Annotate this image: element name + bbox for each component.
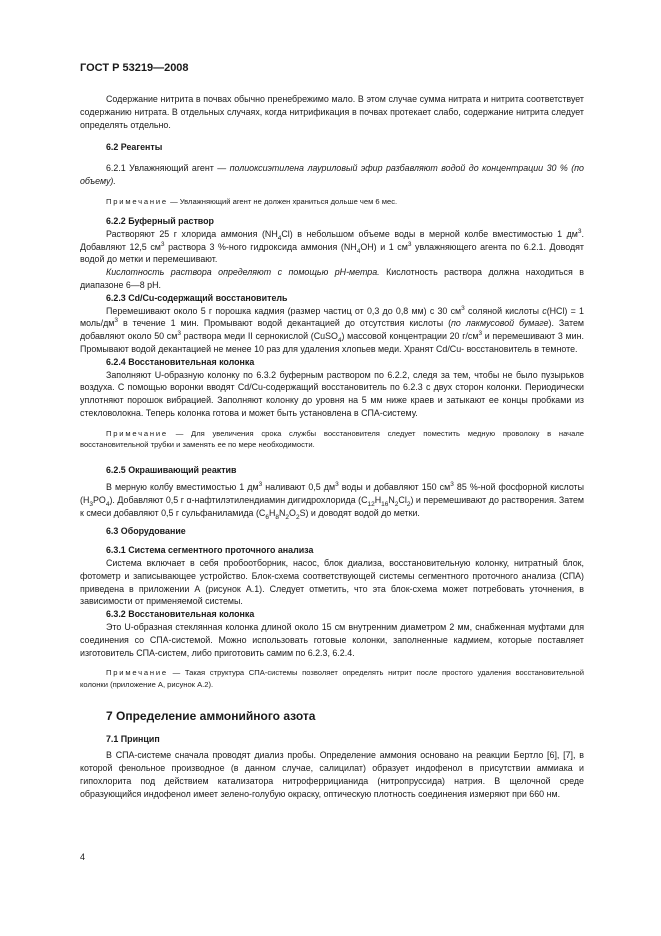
note-label: Примечание (106, 668, 168, 678)
paragraph-principle: В СПА-системе сначала проводят диализ пробы. Определение аммония основано на реакции Бертло [6], [7], в которой фенольное производное (в данном случае, салицилат) образует индофенол в присутствии аммиака и гипохлорита под действием катализатора нитроферрицианида (нитропруссида) натрия. В щелочной среде образующийся индофенол имеет зелено-голубую окраску, оптическую плотность соединения измеряют при 660 нм. (80, 750, 584, 799)
document-header: ГОСТ Р 53219—2008 (80, 62, 189, 74)
note-copper-wire: Примечание — Для увеличения срока службы восстановителя следует поместить медную проволоку в начале восстановительной трубки и заменять ее по мере необходимости. (80, 428, 584, 449)
paragraph-cd-cu-prep: Перемешивают около 5 г порошка кадмия (размер частиц от 0,3 до 0,8 мм) с 30 $см^3$ соляной кислоты c(HCl) = 1 моль/$дм^3$ в течение 1 мин. Промывают водой декантацией до отсутствия кислоты (по лакмусовой бумаге). Затем добавляют около 50 $см^3$ раствора меди II сернокислой (CuSO$_4$) массовой концентрации 20 $г/см^3$ и перемешивают 3 мин. Промывают водой декантацией не менее 10 раз для удаления хлопьев меди. Хранят Cd/Cu- восстановитель в темноте. (80, 304, 584, 354)
heading-6-2: 6.2 Реагенты (106, 142, 163, 153)
note-label: Примечание (106, 428, 168, 438)
page-number: 4 (80, 852, 86, 862)
section-7-title: 7 Определение аммонийного азота (106, 708, 316, 723)
note-spa-structure: Примечание — Такая структура СПА-системы позволяет определять нитрит после простого удаления восстановительной колонки (приложение А, рисунок А.2). (80, 668, 584, 689)
paragraph-u-column: Это U-образная стеклянная колонка длиной около 15 см внутренним диаметром 2 мм, снабженная муфтами для соединения со СПА-системой. Можно использовать готовые колонки, заполненные кадмием, которые поставляет изготовитель СПА-систем, либо приготовить самим по 6.2.3, 6.2.4. (80, 621, 584, 658)
heading-6-2-3: 6.2.3 Cd/Cu-содержащий восстановитель (106, 292, 288, 303)
paragraph-6-2-1: 6.2.1 Увлажняющий агент — полиоксиэтилена лауриловый эфир разбавляют водой до концентрации 30 % (по объему). (80, 163, 584, 186)
paragraph-buffer-prep: Растворяют 25 г хлорида аммония $(NH_4Cl)$ в небольшом объеме воды в мерной колбе вместимостью 1 $дм^3$. Добавляют 12,5 $см^3$ раствора 3 %-ного гидроксида аммония $(NH_4OH)$ и 1 $см^3$ увлажняющего агента по 6.2.1. Доводят водой до метки и перемешивают. (80, 227, 584, 265)
heading-6-3: 6.3 Оборудование (106, 526, 186, 537)
paragraph-color-reagent: В мерную колбу вместимостью 1 $дм^3$ наливают 0,5 $дм^3$ воды и добавляют 150 $см^3$ 85 %-ной фосфорной кислоты $(H_3PO_4)$. Добавляют 0,5 г α-нафтилэтилендиамин дигидрохлорида $(C_{12}H_{16}N_2Cl_2)$ и перемешивают до растворения. Затем к смеси добавляют 0,5 г сульфаниламида $(C_6H_8N_2O_2S)$ и доводят водой до метки. (80, 480, 585, 521)
paragraph-spa-system: Система включает в себя пробоотборник, насос, блок диализа, восстановительную колонку, нитратный блок, фотометр и записывающее устройство. Блок-схема соответствующей системы сегментного проточного анализа (СПА) приведена в приложении А (рисунок А.1). Следует отметить, что эта блок-схема может потребовать уточнения, в зависимости от применяемой системы. (80, 557, 584, 607)
note-label: Примечание (106, 196, 168, 206)
paragraph-column-fill: Заполняют U-образную колонку по 6.3.2 буферным раствором по 6.2.2, следя за тем, чтобы не было пузырьков воздуха. С помощью воронки вводят Cd/Cu-содержащий восстановитель по 6.2.3 с двух сторон колонки. Периодически уплотняют порошок вибрацией. Заполняют колонку до уровня на 5 мм ниже краев и затыкают ее концы пробками из стекловолокна. Теперь колонка готова и может быть установлена в СПА-систему. (80, 369, 584, 418)
heading-6-2-5: 6.2.5 Окрашивающий реактив (106, 465, 237, 476)
heading-6-2-4: 6.2.4 Восстановительная колонка (106, 356, 255, 367)
heading-6-3-1: 6.3.1 Система сегментного проточного анализа (106, 545, 314, 556)
paragraph-nitrite-content: Содержание нитрита в почвах обычно пренебрежимо мало. В этом случае сумма нитрата и нитрита соответствует содержанию нитрата. В отдельных случаях, когда нитрификация в почвах протекает слабо, содержание нитрита следует определять отдельно. (80, 94, 584, 130)
note-wetting-agent: Примечание — Увлажняющий агент не должен храниться дольше чем 6 мес. (106, 196, 398, 206)
heading-7-1: 7.1 Принцип (106, 733, 160, 744)
heading-6-3-2: 6.3.2 Восстановительная колонка (106, 609, 255, 620)
heading-6-2-2: 6.2.2 Буферный раствор (106, 215, 214, 226)
paragraph-buffer-ph: Кислотность раствора определяют с помощью pH-метра. Кислотность раствора должна находиться в диапазоне 6—8 pH. (80, 267, 584, 290)
document-body (80, 93, 584, 800)
